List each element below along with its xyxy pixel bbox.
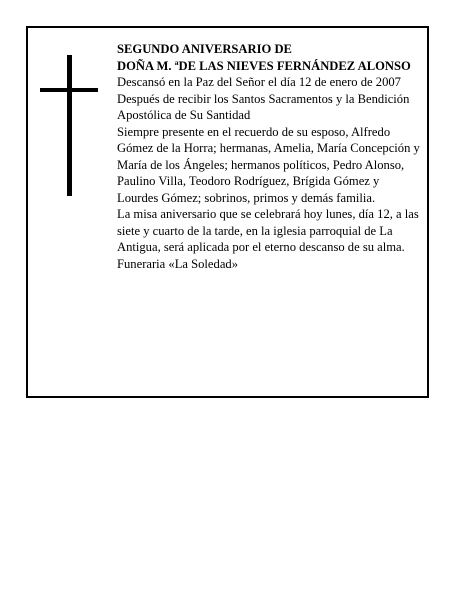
notice-text: [117, 41, 423, 272]
sacraments-paragraph: Después de recibir los Santos Sacramentos y la Bendición Apostólica de Su Santidad: [117, 91, 410, 122]
notice-title-line-2: DOÑA M. ªDE LAS NIEVES FERNÁNDEZ ALONSO: [117, 58, 411, 73]
notice-title-line-1: SEGUNDO ANIVERSARIO DE: [117, 42, 292, 56]
rest-date-paragraph: Descansó en la Paz del Señor el día 12 de enero de 2007: [117, 75, 401, 89]
family-paragraph: Siempre presente en el recuerdo de su esposo, Alfredo Gómez de la Horra; hermanas, Amelia, María Concepción y María de los Ángeles; hermanos políticos, Pedro Alonso, Paulino Villa, Teodoro Rodríguez, Brígida Gómez y Lourdes Gómez; sobrinos, primos y demás familia.: [117, 124, 420, 205]
obituary-notice: [26, 26, 429, 398]
cross-vertical-bar: [67, 55, 72, 196]
funeral-home: Funeraria «La Soledad»: [117, 256, 238, 271]
mass-paragraph: La misa aniversario que se celebrará hoy lunes, día 12, a las siete y cuarto de la tarde, en la iglesia parroquial de La Antigua, será aplicada por el eterno descanso de su alma.: [117, 207, 419, 254]
cross-horizontal-bar: [40, 88, 98, 92]
